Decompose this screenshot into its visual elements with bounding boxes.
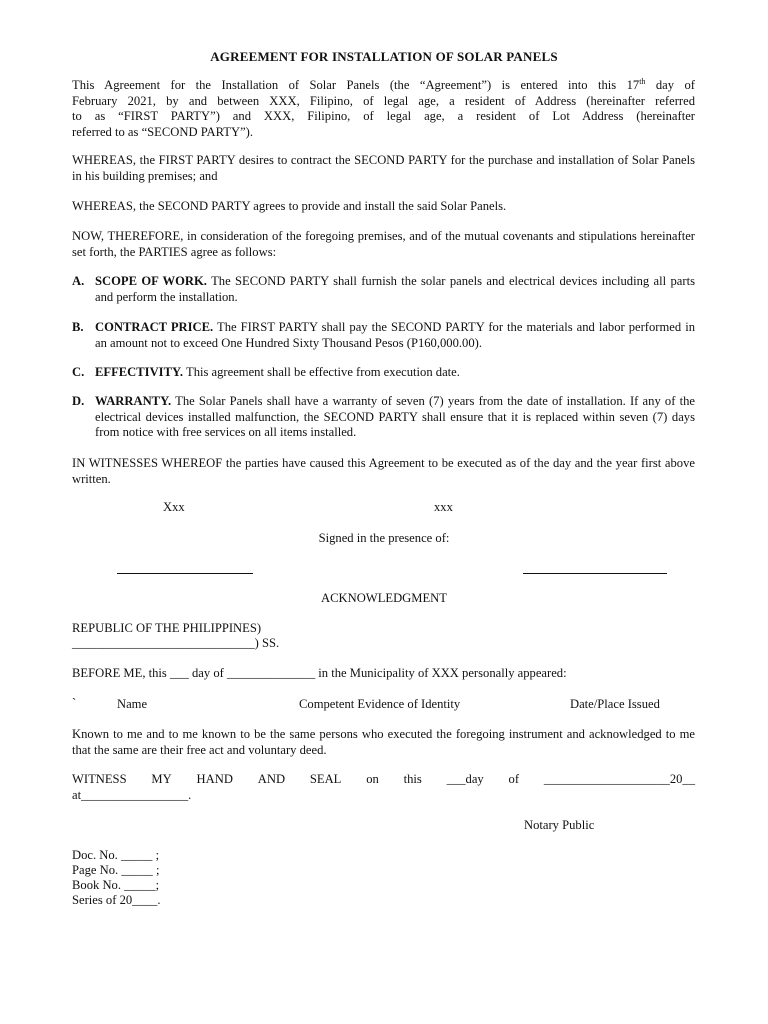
clause-text: The FIRST PARTY shall pay the SECOND PARTY for the materials and labor performed in an amount not to exceed One Hundred Sixty Thousand Pesos (P160,000.00). [95,320,695,350]
col-evidence: Competent Evidence of Identity [299,697,461,711]
first-party-name: Xxx [163,500,185,514]
clause-text: The Solar Panels shall have a warranty of seven (7) years from the date of installation. If any of the electrical devices installed malfunction, the SECOND PARTY shall ensure that it is replaced within seven (7) days from notice with free services on all items installed. [95,394,695,440]
clause-heading: SCOPE OF WORK. [95,274,207,288]
witness-signature-line-1 [117,573,253,574]
intro-paragraph [72,78,695,140]
clause-heading: WARRANTY. [95,394,172,408]
witnesses-paragraph: IN WITNESSES WHEREOF the parties have caused this Agreement to be executed as of the day and the year first above written. [72,456,695,486]
ss-line: _____________________________) SS. [72,636,280,650]
acknowledgment-heading: ACKNOWLEDGMENT [321,591,447,605]
stray-mark: ` [72,696,77,710]
whereas-paragraph-1: WHEREAS, the FIRST PARTY desires to contract the SECOND PARTY for the purchase and installation of Solar Panels in his building premises; and [72,153,695,183]
witness-at-line: at_________________. [72,788,192,802]
intro-line-3: to as “FIRST PARTY”) and XXX, Filipino, of legal age, a resident of Lot Address (hereinafter [72,109,695,124]
col-date-place: Date/Place Issued [570,697,660,711]
clause-effectivity [72,365,695,381]
clause-text: This agreement shall be effective from execution date. [183,365,460,379]
notary-public-label: Notary Public [524,818,595,832]
clause-letter: C. [72,365,85,379]
series-of: Series of 20____. [72,893,161,907]
document-title: AGREEMENT FOR INSTALLATION OF SOLAR PANELS [210,49,558,64]
witness-hand-seal-line: WITNESS MY HAND AND SEAL on this ___day of ____________________20__ [72,772,695,786]
clause-scope-of-work [72,274,695,305]
witness-signature-line-2 [523,573,667,574]
signed-in-presence: Signed in the presence of: [318,531,450,545]
intro-line-4: referred to as “SECOND PARTY”). [72,124,253,139]
page-no: Page No. _____ ; [72,863,160,877]
book-no: Book No. _____; [72,878,160,892]
intro-line-2: February 2021, by and between XXX, Filipino, of legal age, a resident of Address (hereinafter referred [72,93,695,108]
doc-no: Doc. No. _____ ; [72,848,160,862]
known-to-me-paragraph: Known to me and to me known to be the same persons who executed the foregoing instrument and acknowledged to me that the same are their free act and voluntary deed. [72,727,695,757]
col-name: Name [117,697,148,711]
clause-contract-price [72,320,695,351]
clause-letter: D. [72,394,85,408]
clause-text: The SECOND PARTY shall furnish the solar panels and electrical devices including all parts and perform the installation. [95,274,695,304]
intro-line-1: This Agreement for the Installation of Solar Panels (the “Agreement”) is entered into this 17th day of [72,76,695,92]
clause-warranty [72,394,695,441]
clause-heading: EFFECTIVITY. [95,365,184,379]
clause-heading: CONTRACT PRICE. [95,320,214,334]
clause-letter: B. [72,320,84,334]
second-party-name: xxx [434,500,453,514]
now-therefore-paragraph: NOW, THEREFORE, in consideration of the foregoing premises, and of the mutual covenants and stipulations hereinafter set forth, the PARTIES agree as follows: [72,229,695,259]
whereas-paragraph-2: WHEREAS, the SECOND PARTY agrees to provide and install the said Solar Panels. [72,199,507,213]
republic-line: REPUBLIC OF THE PHILIPPINES) [72,621,262,635]
clause-letter: A. [72,274,85,288]
before-me-line: BEFORE ME, this ___ day of ______________ in the Municipality of XXX personally appeared: [72,666,567,680]
